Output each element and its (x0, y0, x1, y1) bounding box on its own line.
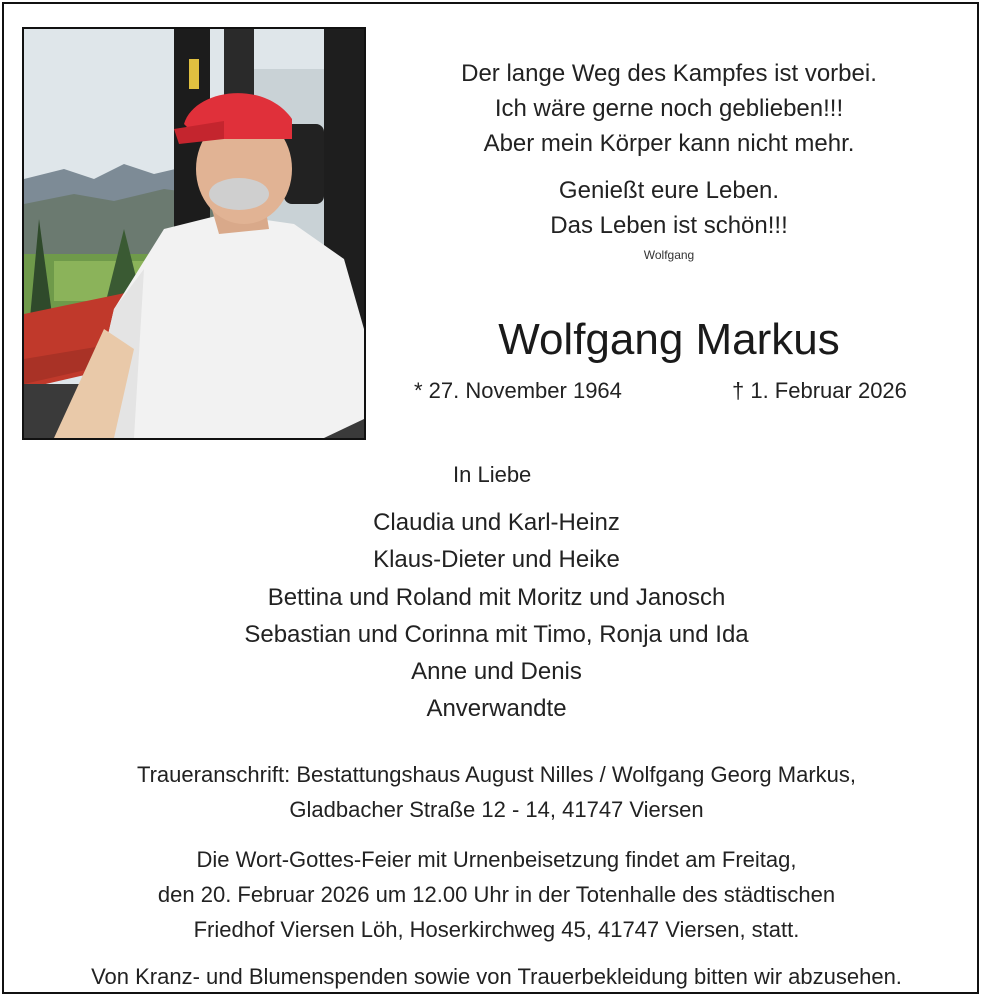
portrait-photo (22, 27, 366, 440)
mourning-address (0, 757, 985, 827)
flowers-note: Von Kranz- und Blumenspenden sowie von Trauerbekleidung bitten wir abzusehen. (91, 964, 902, 989)
poem-line: Ich wäre gerne noch geblieben!!! (494, 95, 844, 122)
address-line: Traueranschrift: Bestattungshaus August Nilles / Wolfgang Georg Markus, (136, 762, 857, 787)
mourner-line: Klaus-Dieter und Heike (373, 546, 620, 574)
poem-signature: Wolfgang (643, 248, 695, 262)
mourners-list (0, 504, 985, 728)
birth-date: * 27. November 1964 (414, 378, 622, 403)
mourner-line: Anverwandte (426, 695, 567, 723)
service-line: Die Wort-Gottes-Feier mit Urnenbeisetzung findet am Freitag, (196, 847, 797, 872)
poem-line: Genießt eure Leben. (558, 177, 780, 204)
mourner-line: Anne und Denis (411, 658, 582, 686)
poem-line: Aber mein Körper kann nicht mehr. (483, 130, 855, 157)
mourner-line: Sebastian und Corinna mit Timo, Ronja und Ida (244, 620, 749, 648)
death-date: † 1. Februar 2026 (732, 378, 907, 403)
mourner-line: Claudia und Karl-Heinz (373, 509, 620, 536)
poem-line: Das Leben ist schön!!! (550, 212, 788, 239)
service-line: den 20. Februar 2026 um 12.00 Uhr in der Totenhalle des städtischen (157, 882, 836, 907)
mourner-line: Bettina und Roland mit Moritz und Janosch (267, 583, 726, 611)
address-line: Gladbacher Straße 12 - 14, 41747 Viersen (289, 797, 704, 822)
deceased-name: Wolfgang Markus (498, 315, 840, 364)
poem-line: Der lange Weg des Kampfes ist vorbei. (461, 60, 877, 87)
poem (380, 56, 958, 263)
mourners-intro: In Liebe (453, 462, 532, 487)
service-line: Friedhof Viersen Löh, Hoserkirchweg 45, 41747 Viersen, statt. (193, 917, 800, 942)
service-info (0, 842, 985, 947)
